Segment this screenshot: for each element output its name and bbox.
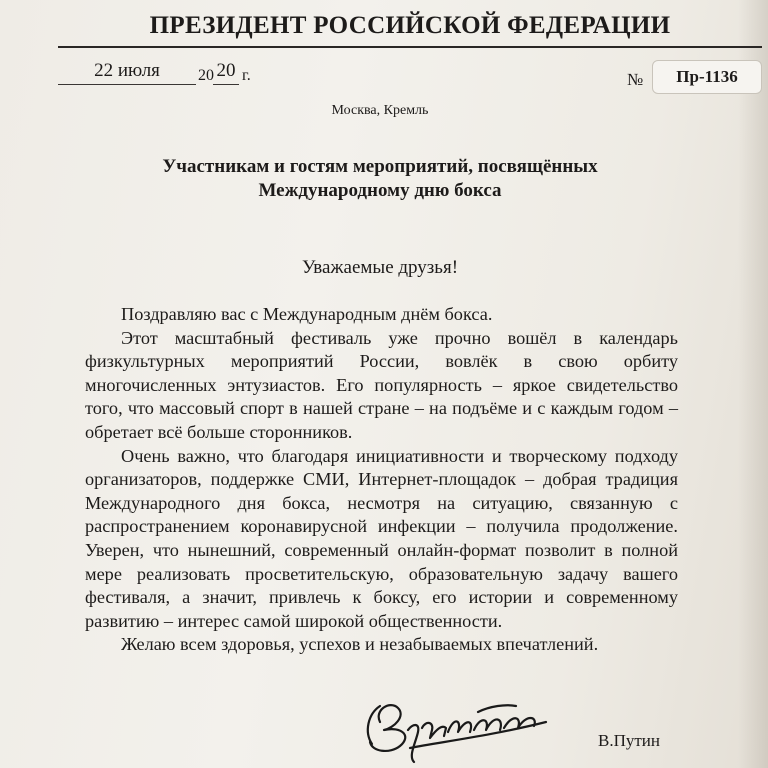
page-shadow [738,0,768,768]
date-year-label: г. [242,67,251,84]
body-paragraph: Очень важно, что благодаря инициативности и творческому подходу организаторов, поддержке СМИ, Интернет-площадок – добрая традиция Международного дня бокса, несмотря на ситуацию, связанную с распространением коронавирусной инфекции – получила продолжение. Уверен, что нынешний, современный онлайн-формат позволит в полной мере реализовать просветительскую, образовательную задачу вашего фестиваля, а значит, привлечь к боксу, его истории и современному развитию – интерес самой широкой общественности. [85,445,678,631]
date-year-suffix: 20 [213,60,239,85]
salutation: Уважаемые друзья! [301,257,459,278]
date-year-prefix: 20 [198,67,214,84]
addressee-line-2: Международному дню бокса [258,180,502,201]
document-number-stamp: Пр-1136 [652,60,762,94]
letter-body [85,303,678,657]
document-number-label: № [627,70,644,89]
location-line: Москва, Кремль [331,103,429,118]
body-paragraph: Желаю всем здоровья, успехов и незабываемых впечатлений. [121,634,599,655]
body-paragraph: Этот масштабный фестиваль уже прочно вошёл в календарь физкультурных мероприятий России, вовлёк в свою орбиту многочисленных энтузиастов. Его популярность – яркое свидетельство того, что массовый спорт в нашей стране – на подъёме и с каждым годом – обретает всё больше сторонников. [85,327,678,442]
signer-name: В.Путин [598,731,660,750]
body-paragraph: Поздравляю вас с Международным днём бокса. [121,304,493,324]
letterhead-title: ПРЕЗИДЕНТ РОССИЙСКОЙ ФЕДЕРАЦИИ [149,12,671,39]
letterhead-divider [58,46,762,48]
addressee-line-1: Участникам и гостям мероприятий, посвящённых [162,156,598,177]
handwritten-signature [350,692,570,768]
date-day-month: 22 июля [58,60,196,85]
addressee-block [100,155,660,203]
